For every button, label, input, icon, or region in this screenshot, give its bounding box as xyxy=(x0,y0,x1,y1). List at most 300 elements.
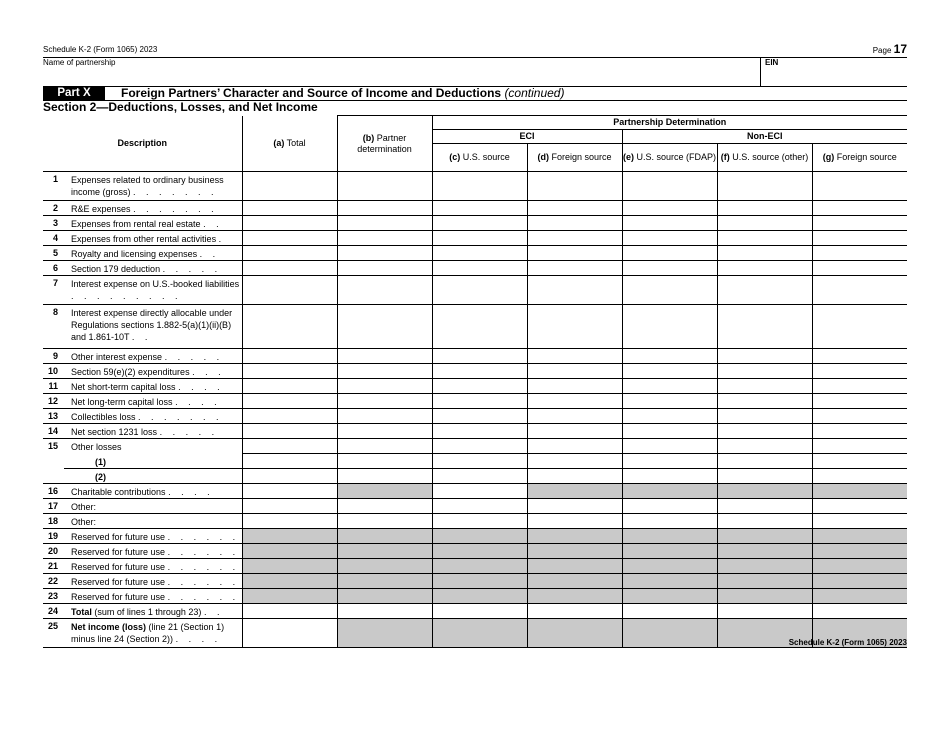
table-row xyxy=(43,454,907,469)
amount-cell[interactable] xyxy=(432,468,527,483)
amount-cell[interactable] xyxy=(242,364,337,379)
line-number: 3 xyxy=(43,216,64,231)
shaded-cell xyxy=(432,618,527,647)
col-c-letter: (c) xyxy=(449,152,461,162)
table-row xyxy=(43,468,907,483)
footer-form-id: Schedule K-2 (Form 1065) 2023 xyxy=(788,638,907,647)
shaded-cell xyxy=(622,543,717,558)
amount-cell[interactable] xyxy=(812,409,907,424)
col-b xyxy=(337,116,432,172)
shaded-cell xyxy=(527,483,622,498)
amount-cell[interactable] xyxy=(527,172,622,201)
line-description xyxy=(64,364,242,379)
amount-cell[interactable] xyxy=(337,349,432,364)
line-number xyxy=(43,468,64,483)
amount-cell[interactable] xyxy=(242,216,337,231)
shaded-cell xyxy=(337,618,432,647)
shaded-cell xyxy=(527,588,622,603)
line-number: 22 xyxy=(43,573,64,588)
amount-cell[interactable] xyxy=(242,424,337,439)
amount-cell[interactable] xyxy=(527,261,622,276)
amount-cell[interactable] xyxy=(337,216,432,231)
amount-cell[interactable] xyxy=(527,498,622,513)
col-e-letter: (e) xyxy=(623,152,634,162)
amount-cell[interactable] xyxy=(622,305,717,349)
amount-cell[interactable] xyxy=(812,201,907,216)
amount-cell[interactable] xyxy=(717,246,812,261)
amount-cell[interactable] xyxy=(527,305,622,349)
table-row xyxy=(43,172,907,201)
table-row xyxy=(43,261,907,276)
amount-cell[interactable] xyxy=(527,454,622,469)
line-description-text: Net section 1231 loss xyxy=(71,427,158,437)
line-description xyxy=(64,603,242,618)
line-number xyxy=(43,454,64,469)
line-description-text: (line 21 (Section 1) minus line 24 (Section 2)) xyxy=(71,621,225,644)
table-row xyxy=(43,558,907,573)
line-description-text: Net short-term capital loss xyxy=(71,382,176,392)
amount-cell[interactable] xyxy=(812,603,907,618)
amount-cell[interactable] xyxy=(812,261,907,276)
line-number: 12 xyxy=(43,394,64,409)
table-row xyxy=(43,603,907,618)
shaded-cell xyxy=(717,588,812,603)
line-description xyxy=(64,483,242,498)
shaded-cell xyxy=(337,543,432,558)
amount-cell[interactable] xyxy=(337,454,432,469)
col-g-label: Foreign source xyxy=(836,152,897,162)
shaded-cell xyxy=(812,528,907,543)
line-description xyxy=(64,201,242,216)
shaded-cell xyxy=(717,573,812,588)
line-description xyxy=(64,394,242,409)
amount-cell[interactable] xyxy=(717,231,812,246)
line-description-text: Reserved for future use xyxy=(71,561,166,572)
line-description-text: Expenses from other rental activities xyxy=(71,234,217,244)
table-row xyxy=(43,379,907,394)
amount-cell[interactable] xyxy=(242,439,337,454)
page-number xyxy=(873,42,907,56)
amount-cell[interactable] xyxy=(242,276,337,305)
amount-cell[interactable] xyxy=(242,261,337,276)
leader-dots: . . . . . . xyxy=(167,546,240,557)
line-description xyxy=(64,513,242,528)
line-number: 4 xyxy=(43,231,64,246)
amount-cell[interactable] xyxy=(717,439,812,454)
amount-cell[interactable] xyxy=(432,172,527,201)
col-b-letter: (b) xyxy=(362,132,375,143)
amount-cell[interactable] xyxy=(242,201,337,216)
amount-cell[interactable] xyxy=(622,424,717,439)
amount-cell[interactable] xyxy=(432,498,527,513)
part-title-text: Foreign Partners’ Character and Source of Income and Deductions xyxy=(121,86,502,100)
amount-cell[interactable] xyxy=(527,394,622,409)
table-row xyxy=(43,513,907,528)
table-row xyxy=(43,201,907,216)
amount-cell[interactable] xyxy=(717,276,812,305)
amount-cell[interactable] xyxy=(432,201,527,216)
shaded-cell xyxy=(337,573,432,588)
col-e-label: U.S. source (FDAP) xyxy=(636,152,717,162)
shaded-cell xyxy=(527,618,622,647)
amount-cell[interactable] xyxy=(337,603,432,618)
shaded-cell xyxy=(622,588,717,603)
amount-cell[interactable] xyxy=(622,246,717,261)
line-number: 1 xyxy=(43,172,64,201)
amount-cell[interactable] xyxy=(622,394,717,409)
line-number: 9 xyxy=(43,349,64,364)
amount-cell[interactable] xyxy=(527,603,622,618)
line-description xyxy=(64,573,242,588)
line-number: 6 xyxy=(43,261,64,276)
amount-cell[interactable] xyxy=(337,513,432,528)
line-number: 15 xyxy=(47,441,58,451)
amount-cell[interactable] xyxy=(337,261,432,276)
amount-cell[interactable] xyxy=(337,246,432,261)
table-row xyxy=(43,305,907,349)
amount-cell[interactable] xyxy=(527,379,622,394)
col-partnership-determination: Partnership Determination xyxy=(432,116,907,130)
leader-dots: . . . . . . . . . xyxy=(71,291,182,301)
shaded-cell xyxy=(432,543,527,558)
amount-cell[interactable] xyxy=(337,379,432,394)
leader-dots: . . . . . xyxy=(159,427,219,437)
amount-cell[interactable] xyxy=(242,246,337,261)
amount-cell[interactable] xyxy=(337,172,432,201)
line-number: 14 xyxy=(43,424,64,439)
amount-cell[interactable] xyxy=(527,216,622,231)
leader-dots: . . . . . xyxy=(162,264,222,274)
amount-cell[interactable] xyxy=(242,379,337,394)
amount-cell[interactable] xyxy=(337,424,432,439)
amount-cell[interactable] xyxy=(812,276,907,305)
col-description: Description xyxy=(43,116,242,172)
line-description xyxy=(64,276,242,305)
amount-cell[interactable] xyxy=(337,364,432,379)
shaded-cell xyxy=(812,588,907,603)
line-description-text: Reserved for future use xyxy=(71,546,166,557)
amount-cell[interactable] xyxy=(432,349,527,364)
amount-cell[interactable] xyxy=(432,231,527,246)
line-number: 13 xyxy=(43,409,64,424)
amount-cell[interactable] xyxy=(242,394,337,409)
amount-cell[interactable] xyxy=(622,468,717,483)
amount-cell[interactable] xyxy=(717,468,812,483)
line-description xyxy=(64,528,242,543)
shaded-cell xyxy=(622,573,717,588)
amount-cell[interactable] xyxy=(432,305,527,349)
amount-cell[interactable] xyxy=(717,394,812,409)
col-non-eci: Non-ECI xyxy=(622,130,907,144)
shaded-cell xyxy=(337,528,432,543)
line-description-text: Charitable contributions xyxy=(71,486,166,497)
amount-cell[interactable] xyxy=(337,201,432,216)
amount-cell[interactable] xyxy=(812,349,907,364)
table-row xyxy=(43,483,907,498)
leader-dots: . . xyxy=(203,219,223,229)
amount-cell[interactable] xyxy=(527,231,622,246)
amount-cell[interactable] xyxy=(717,454,812,469)
line-number: 21 xyxy=(43,558,64,573)
amount-cell[interactable] xyxy=(527,439,622,454)
amount-cell[interactable] xyxy=(242,409,337,424)
table-row xyxy=(43,588,907,603)
amount-cell[interactable] xyxy=(337,439,432,454)
amount-cell[interactable] xyxy=(812,305,907,349)
amount-cell[interactable] xyxy=(622,513,717,528)
amount-cell[interactable] xyxy=(622,216,717,231)
amount-cell[interactable] xyxy=(622,364,717,379)
line-number: 11 xyxy=(43,379,64,394)
line-description-text: Interest expense directly allocable under Regulations sections 1.882-5(a)(1)(ii)(B) and 1.861-10T xyxy=(71,308,233,342)
amount-cell[interactable] xyxy=(432,424,527,439)
amount-cell[interactable] xyxy=(717,216,812,231)
amount-cell[interactable] xyxy=(812,172,907,201)
shaded-cell xyxy=(717,543,812,558)
leader-dots: . . . . . . xyxy=(167,591,240,602)
amount-cell[interactable] xyxy=(337,409,432,424)
amount-cell[interactable] xyxy=(337,231,432,246)
line-description-text: R&E expenses xyxy=(71,204,131,214)
leader-dots: . . . xyxy=(192,367,225,377)
amount-cell[interactable] xyxy=(622,261,717,276)
section-title: Section 2—Deductions, Losses, and Net Income xyxy=(43,100,318,114)
amount-cell[interactable] xyxy=(812,454,907,469)
amount-cell[interactable] xyxy=(527,468,622,483)
amount-cell[interactable] xyxy=(717,364,812,379)
line-description xyxy=(64,305,242,349)
shaded-cell xyxy=(242,573,337,588)
part-tag: Part X xyxy=(43,86,105,100)
amount-cell[interactable] xyxy=(242,498,337,513)
table-row xyxy=(43,498,907,513)
leader-dots: . . . . . . xyxy=(167,576,240,587)
amount-cell[interactable] xyxy=(527,276,622,305)
col-c xyxy=(432,144,527,172)
col-f xyxy=(717,144,812,172)
line-description: Other losses xyxy=(71,442,122,452)
line-description xyxy=(64,231,242,246)
amount-cell[interactable] xyxy=(812,513,907,528)
table-row xyxy=(43,364,907,379)
table-row xyxy=(43,424,907,439)
amount-cell[interactable] xyxy=(717,305,812,349)
line-description xyxy=(64,558,242,573)
amount-cell[interactable] xyxy=(527,409,622,424)
amount-cell[interactable] xyxy=(622,201,717,216)
line-description-text: Other: xyxy=(71,501,97,512)
amount-cell[interactable] xyxy=(812,498,907,513)
amount-cell[interactable] xyxy=(527,513,622,528)
amount-cell[interactable] xyxy=(337,394,432,409)
amount-cell[interactable] xyxy=(717,201,812,216)
amount-cell[interactable] xyxy=(717,349,812,364)
ein-field[interactable]: EIN xyxy=(765,58,779,67)
amount-cell[interactable] xyxy=(812,231,907,246)
amount-cell[interactable] xyxy=(812,364,907,379)
leader-dots: . . . . xyxy=(178,382,224,392)
shaded-cell xyxy=(717,528,812,543)
amount-cell[interactable] xyxy=(242,603,337,618)
amount-cell[interactable] xyxy=(242,305,337,349)
leader-dots: . . . . . . xyxy=(167,561,240,572)
line-description-text: Other: xyxy=(71,516,97,527)
table-row xyxy=(43,439,907,454)
leader-dots: . . . . xyxy=(175,633,222,644)
amount-cell[interactable] xyxy=(527,364,622,379)
line-number: 7 xyxy=(43,276,64,305)
amount-cell[interactable] xyxy=(432,409,527,424)
table-row xyxy=(43,216,907,231)
amount-cell[interactable] xyxy=(432,513,527,528)
amount-cell[interactable] xyxy=(527,349,622,364)
col-e xyxy=(622,144,717,172)
amount-cell[interactable] xyxy=(337,468,432,483)
leader-dots: . . xyxy=(199,249,220,259)
col-a xyxy=(242,116,337,172)
amount-cell[interactable] xyxy=(812,424,907,439)
line-number: 20 xyxy=(43,543,64,558)
amount-cell[interactable] xyxy=(242,468,337,483)
amount-cell[interactable] xyxy=(242,231,337,246)
leader-dots: . . xyxy=(131,332,152,342)
line-description-text: Section 179 deduction xyxy=(71,264,161,274)
sub-line-label: (1) xyxy=(64,454,242,469)
amount-cell[interactable] xyxy=(432,261,527,276)
part-title xyxy=(121,86,564,100)
shaded-cell xyxy=(527,573,622,588)
amount-cell[interactable] xyxy=(622,231,717,246)
shaded-cell xyxy=(622,483,717,498)
leader-dots: . . . . . . . xyxy=(138,412,223,422)
col-eci: ECI xyxy=(432,130,622,144)
leader-dots: . . . . . . . xyxy=(133,187,218,197)
line-description xyxy=(64,246,242,261)
shaded-cell xyxy=(622,558,717,573)
amount-cell[interactable] xyxy=(527,246,622,261)
amount-cell[interactable] xyxy=(242,618,337,647)
line-description-text: (sum of lines 1 through 23) xyxy=(94,606,202,617)
amount-cell[interactable] xyxy=(717,379,812,394)
amount-cell[interactable] xyxy=(812,216,907,231)
shaded-cell xyxy=(242,528,337,543)
line-description-bold: Total xyxy=(71,606,92,617)
amount-cell[interactable] xyxy=(242,349,337,364)
col-f-letter: (f) xyxy=(720,152,730,162)
line-number: 25 xyxy=(43,618,64,647)
amount-cell[interactable] xyxy=(432,483,527,498)
amount-cell[interactable] xyxy=(812,246,907,261)
line-number: 5 xyxy=(43,246,64,261)
line-number: 10 xyxy=(43,364,64,379)
amount-cell[interactable] xyxy=(432,603,527,618)
shaded-cell xyxy=(337,483,432,498)
leader-dots: . . . . xyxy=(168,486,214,497)
amount-cell[interactable] xyxy=(432,439,527,454)
shaded-cell xyxy=(527,528,622,543)
line-description xyxy=(64,216,242,231)
amount-cell[interactable] xyxy=(432,394,527,409)
amount-cell[interactable] xyxy=(812,468,907,483)
amount-cell[interactable] xyxy=(717,513,812,528)
line-description xyxy=(64,379,242,394)
line-description-text: Other interest expense xyxy=(71,352,163,362)
amount-cell[interactable] xyxy=(622,603,717,618)
table-row xyxy=(43,231,907,246)
amount-cell[interactable] xyxy=(622,454,717,469)
col-g xyxy=(812,144,907,172)
shaded-cell xyxy=(242,558,337,573)
amount-cell[interactable] xyxy=(337,276,432,305)
amount-cell[interactable] xyxy=(622,498,717,513)
amount-cell[interactable] xyxy=(337,498,432,513)
amount-cell[interactable] xyxy=(622,379,717,394)
amount-cell[interactable] xyxy=(717,603,812,618)
amount-cell[interactable] xyxy=(622,349,717,364)
amount-cell[interactable] xyxy=(717,172,812,201)
shaded-cell xyxy=(812,573,907,588)
shaded-cell xyxy=(622,618,717,647)
line-description-bold: Net income (loss) xyxy=(71,621,147,632)
line-description xyxy=(64,543,242,558)
amount-cell[interactable] xyxy=(717,498,812,513)
amount-cell[interactable] xyxy=(622,276,717,305)
line-description xyxy=(64,349,242,364)
col-d-letter: (d) xyxy=(537,152,549,162)
line-description-text: Royalty and licensing expenses xyxy=(71,249,198,259)
col-c-label: U.S. source xyxy=(462,152,510,162)
col-b-label: Partner determination xyxy=(357,132,412,154)
amount-cell[interactable] xyxy=(432,379,527,394)
amount-cell[interactable] xyxy=(242,172,337,201)
line-description-text: Expenses related to ordinary business income (gross) xyxy=(71,175,224,197)
amount-cell[interactable] xyxy=(242,513,337,528)
deductions-table xyxy=(43,115,907,648)
amount-cell[interactable] xyxy=(432,246,527,261)
amount-cell[interactable] xyxy=(337,305,432,349)
amount-cell[interactable] xyxy=(622,172,717,201)
line-number: 23 xyxy=(43,588,64,603)
shaded-cell xyxy=(622,528,717,543)
amount-cell[interactable] xyxy=(812,379,907,394)
amount-cell[interactable] xyxy=(717,409,812,424)
shaded-cell xyxy=(432,588,527,603)
page-prefix: Page xyxy=(872,46,892,55)
table-row xyxy=(43,618,907,647)
amount-cell[interactable] xyxy=(622,439,717,454)
part-continued: (continued) xyxy=(504,86,565,100)
amount-cell[interactable] xyxy=(622,409,717,424)
partnership-name-field[interactable]: Name of partnership xyxy=(43,58,116,67)
amount-cell[interactable] xyxy=(242,483,337,498)
amount-cell[interactable] xyxy=(432,276,527,305)
amount-cell[interactable] xyxy=(242,454,337,469)
line-description xyxy=(64,172,242,201)
shaded-cell xyxy=(337,558,432,573)
amount-cell[interactable] xyxy=(527,201,622,216)
amount-cell[interactable] xyxy=(812,439,907,454)
amount-cell[interactable] xyxy=(432,364,527,379)
amount-cell[interactable] xyxy=(717,424,812,439)
amount-cell[interactable] xyxy=(527,424,622,439)
amount-cell[interactable] xyxy=(432,216,527,231)
amount-cell[interactable] xyxy=(717,261,812,276)
amount-cell[interactable] xyxy=(812,394,907,409)
leader-dots: . . . . xyxy=(175,397,221,407)
shaded-cell xyxy=(432,558,527,573)
col-d xyxy=(527,144,622,172)
amount-cell[interactable] xyxy=(432,454,527,469)
